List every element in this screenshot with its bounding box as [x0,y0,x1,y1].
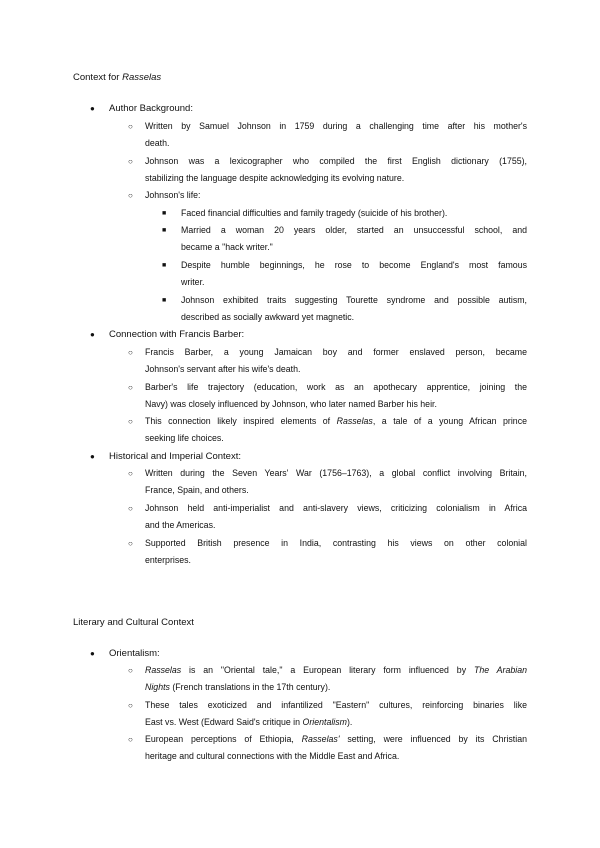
line: Francis Barber, a young Jamaican boy and former enslaved person, became [145,347,527,357]
filled-bullet-icon: ● [90,104,95,113]
line: Barber's life trajectory (education, work as an apothecary apprentice, joining the [145,382,527,392]
section-heading-context [73,72,161,84]
hollow-bullet-icon: ○ [128,417,133,426]
line: Johnson was a lexicographer who compiled the first English dictionary (1755), [145,156,527,166]
line: Johnson exhibited traits suggesting Tourette syndrome and possible autism, [181,295,527,305]
line: Johnson's life: [145,190,201,200]
line: stabilizing the language despite acknowledging its evolving nature. [145,173,405,184]
line: Despite humble beginnings, he rose to become England's most famous [181,260,527,270]
line: Nights (French translations in the 17th century). [145,682,331,693]
heading-title-italic: Rasselas [122,72,162,83]
line: Rasselas is an "Oriental tale," a European literary form influenced by The Arabian [145,665,527,675]
section-heading-literary: Literary and Cultural Context [73,617,194,628]
bullet-label: Author Background: [109,103,193,114]
line: East vs. West (Edward Said's critique in Orientalism). [145,717,353,728]
line: writer. [181,277,205,288]
line: seeking life choices. [145,433,224,444]
line: enterprises. [145,555,191,566]
filled-bullet-icon: ● [90,330,95,339]
bullet-label: Historical and Imperial Context: [109,451,241,462]
hollow-bullet-icon: ○ [128,701,133,710]
hollow-bullet-icon: ○ [128,157,133,166]
hollow-bullet-icon: ○ [128,191,133,200]
filled-bullet-icon: ● [90,452,95,461]
line: This connection likely inspired elements of Rasselas, a tale of a young African prince [145,416,527,426]
heading-prefix: Context for [73,72,123,83]
hollow-bullet-icon: ○ [128,383,133,392]
hollow-bullet-icon: ○ [128,504,133,513]
square-bullet-icon: ■ [162,262,167,269]
hollow-bullet-icon: ○ [128,539,133,548]
line: European perceptions of Ethiopia, Rasselas' setting, were influenced by its Christian [145,734,527,744]
hollow-bullet-icon: ○ [128,735,133,744]
line: France, Spain, and others. [145,485,249,496]
line: Faced financial difficulties and family tragedy (suicide of his brother). [181,208,448,218]
hollow-bullet-icon: ○ [128,469,133,478]
line: Written by Samuel Johnson in 1759 during a challenging time after his mother's [145,121,527,131]
line: death. [145,138,170,149]
line: Johnson's servant after his wife's death. [145,364,301,375]
hollow-bullet-icon: ○ [128,348,133,357]
line: These tales exoticized and infantilized "Eastern" cultures, reinforcing binaries like [145,700,527,710]
square-bullet-icon: ■ [162,210,167,217]
line: heritage and cultural connections with the Middle East and Africa. [145,751,400,762]
hollow-bullet-icon: ○ [128,122,133,131]
hollow-bullet-icon: ○ [128,666,133,675]
square-bullet-icon: ■ [162,227,167,234]
filled-bullet-icon: ● [90,649,95,658]
line: Married a woman 20 years older, started an unsuccessful school, and [181,225,527,235]
bullet-label: Orientalism: [109,648,160,659]
square-bullet-icon: ■ [162,297,167,304]
line: and the Americas. [145,520,216,531]
line: Written during the Seven Years' War (1756–1763), a global conflict involving Britain, [145,468,527,478]
bullet-label: Connection with Francis Barber: [109,329,245,340]
line: Navy) was closely influenced by Johnson, who later named Barber his heir. [145,399,437,410]
line: Johnson held anti-imperialist and anti-slavery views, criticizing colonialism in Africa [145,503,527,513]
line: Supported British presence in India, contrasting his views on other colonial [145,538,527,548]
line: described as socially awkward yet magnetic. [181,312,355,323]
line: became a "hack writer." [181,242,273,253]
